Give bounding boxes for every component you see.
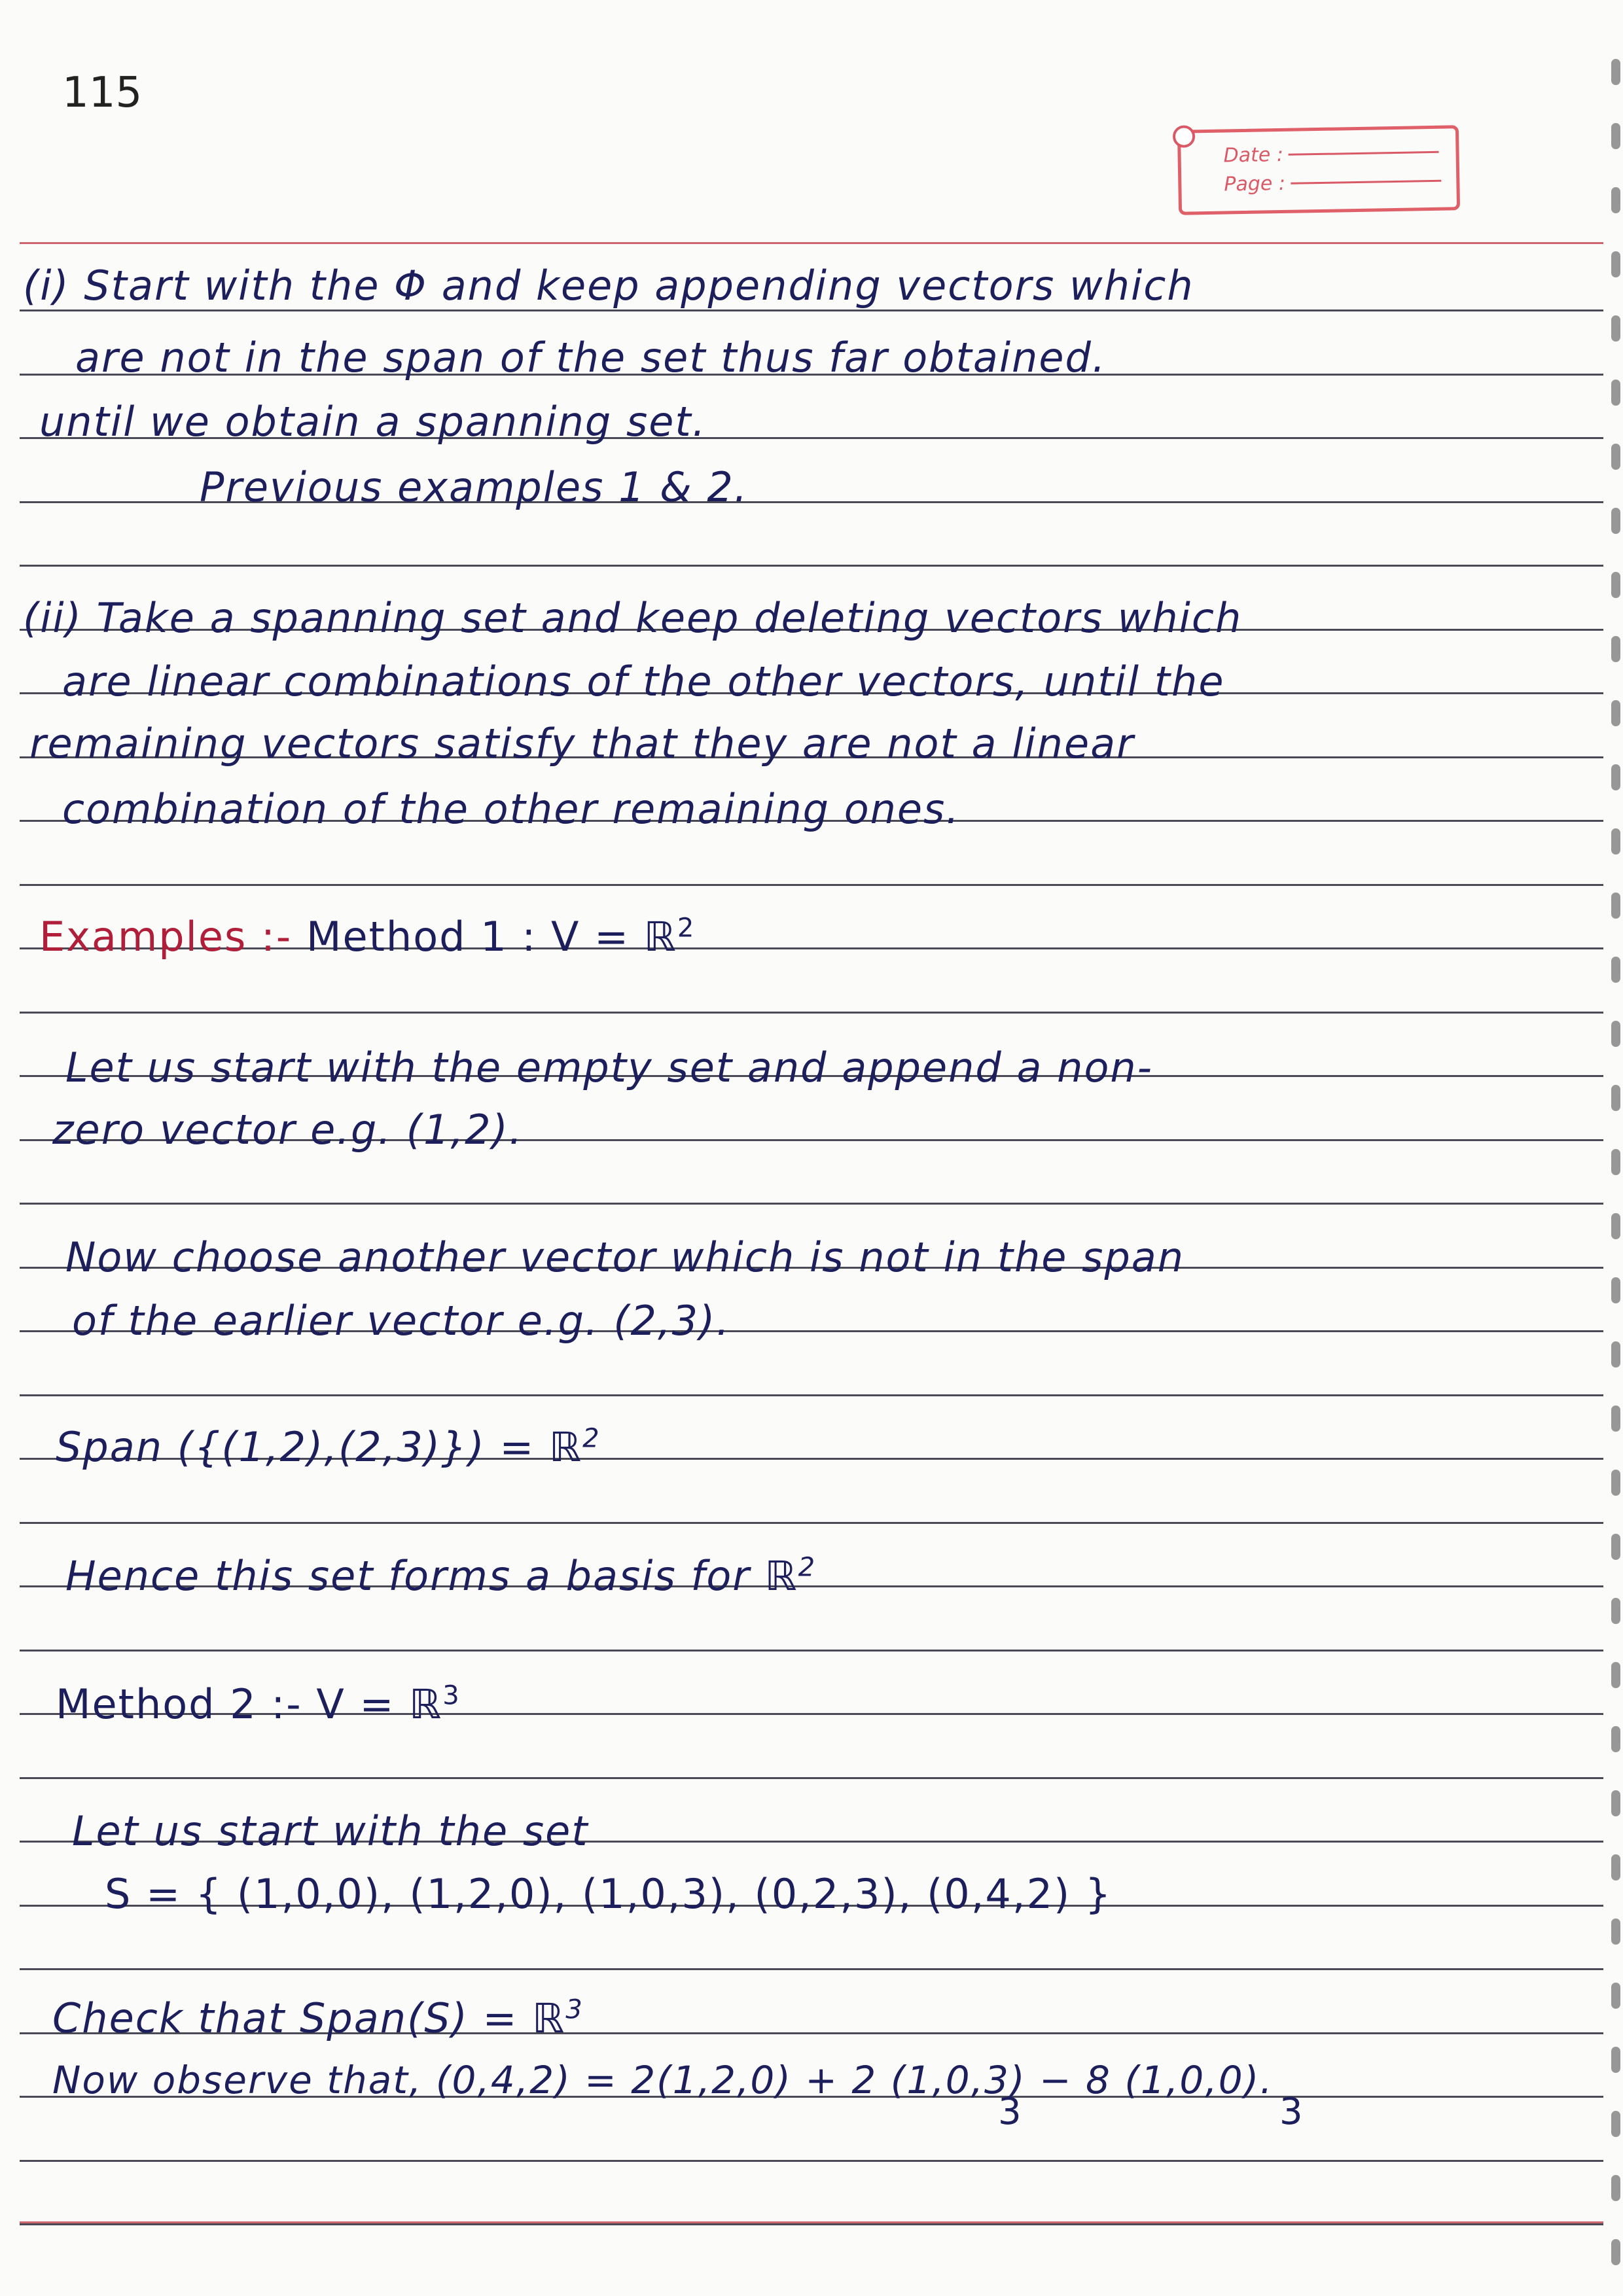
bottom-margin-line [20, 2221, 1603, 2223]
hence-line [65, 1552, 816, 1600]
binding-ring [1611, 1277, 1620, 1303]
ruled-line [20, 884, 1603, 886]
page-number: 115 [62, 69, 143, 117]
section-i-line: until we obtain a spanning set. [39, 398, 707, 446]
section-i-line: Previous examples 1 & 2. [200, 463, 749, 511]
binding-ring [1611, 1790, 1620, 1816]
ruled-line [20, 1522, 1603, 1524]
ruled-line [20, 1394, 1603, 1396]
pin-icon [1173, 125, 1196, 148]
binding-ring [1611, 957, 1620, 983]
binding-ring [1611, 1470, 1620, 1496]
binding-ring [1611, 572, 1620, 598]
spiral-binding [1603, 0, 1623, 2296]
span-exponent: 2 [582, 1423, 601, 1454]
section-i-line: are not in the span of the set thus far obtained. [75, 334, 1107, 381]
binding-ring [1611, 1534, 1620, 1560]
binding-ring [1611, 2239, 1620, 2265]
binding-ring [1611, 251, 1620, 277]
binding-ring [1611, 1726, 1620, 1752]
fraction-denominator: 3 [998, 2091, 1022, 2133]
binding-ring [1611, 636, 1620, 662]
binding-ring [1611, 1405, 1620, 1432]
method-2-line: Let us start with the set [72, 1807, 589, 1855]
method-1-line: Now choose another vector which is not in the span [65, 1233, 1185, 1281]
binding-ring [1611, 1021, 1620, 1047]
ruled-line [20, 2160, 1603, 2162]
ruled-line [20, 309, 1603, 311]
set-s: S = { (1,0,0), (1,2,0), (1,0,3), (0,2,3), (0,4,2) } [105, 1870, 1113, 1918]
binding-ring [1611, 1085, 1620, 1111]
binding-ring [1611, 1149, 1620, 1175]
ruled-line [20, 565, 1603, 567]
binding-ring [1611, 700, 1620, 726]
check-line [52, 1994, 584, 2042]
date-page-stamp [1177, 125, 1460, 215]
binding-ring [1611, 187, 1620, 213]
binding-ring [1611, 828, 1620, 855]
binding-ring [1611, 1598, 1620, 1624]
binding-ring [1611, 764, 1620, 790]
method-1-line: zero vector e.g. (1,2). [52, 1106, 524, 1154]
method-1-line: Let us start with the empty set and append a non- [65, 1044, 1154, 1091]
binding-ring [1611, 1662, 1620, 1688]
method-1-exponent: 2 [677, 913, 696, 944]
span-equation-text: Span ({(1,2),(2,3)}) = ℝ [56, 1423, 583, 1471]
page-label: Page : [1224, 171, 1286, 196]
date-label: Date : [1223, 143, 1284, 168]
ruled-line [20, 1012, 1603, 1014]
binding-ring [1611, 2175, 1620, 2201]
span-equation [56, 1423, 601, 1471]
binding-ring [1611, 380, 1620, 406]
binding-ring [1611, 444, 1620, 470]
examples-heading-line [39, 913, 695, 961]
method-1-line: of the earlier vector e.g. (2,3). [72, 1297, 731, 1345]
binding-ring [1611, 892, 1620, 919]
ruled-line [20, 1968, 1603, 1970]
method-2-exponent: 3 [442, 1680, 461, 1711]
method-2-title [56, 1680, 461, 1728]
binding-ring [1611, 59, 1620, 85]
section-ii-line: remaining vectors satisfy that they are not a linear [29, 720, 1135, 768]
binding-ring [1611, 1213, 1620, 1239]
hence-text: Hence this set forms a basis for ℝ [65, 1552, 798, 1600]
section-i-line: (i) Start with the Φ and keep appending vectors which [23, 262, 1194, 309]
binding-ring [1611, 2111, 1620, 2137]
section-ii-line: (ii) Take a spanning set and keep deleting vectors which [23, 594, 1243, 642]
binding-ring [1611, 123, 1620, 149]
check-exponent: 3 [565, 1994, 584, 2025]
method-1-title: Method 1 : V = ℝ [306, 913, 677, 961]
section-ii-line: combination of the other remaining ones. [62, 785, 961, 833]
binding-ring [1611, 508, 1620, 534]
binding-ring [1611, 315, 1620, 342]
ruled-line [20, 1777, 1603, 1779]
top-margin-line [20, 242, 1603, 244]
check-text: Check that Span(S) = ℝ [52, 1994, 566, 2042]
ruled-line [20, 1650, 1603, 1651]
hence-exponent: 2 [798, 1552, 817, 1583]
examples-heading: Examples :- [39, 913, 293, 961]
ruled-line [20, 2223, 1603, 2225]
binding-ring [1611, 1918, 1620, 1945]
method-2-text: Method 2 :- V = ℝ [56, 1680, 443, 1728]
ruled-line [20, 1203, 1603, 1205]
binding-ring [1611, 2047, 1620, 2073]
binding-ring [1611, 1341, 1620, 1368]
binding-ring [1611, 1983, 1620, 2009]
observe-line: Now observe that, (0,4,2) = 2(1,2,0) + 2 (1,0,3) − 8 (1,0,0). [52, 2058, 1274, 2102]
binding-ring [1611, 1854, 1620, 1881]
section-ii-line: are linear combinations of the other vectors, until the [62, 658, 1225, 705]
fraction-denominator: 3 [1279, 2091, 1303, 2133]
